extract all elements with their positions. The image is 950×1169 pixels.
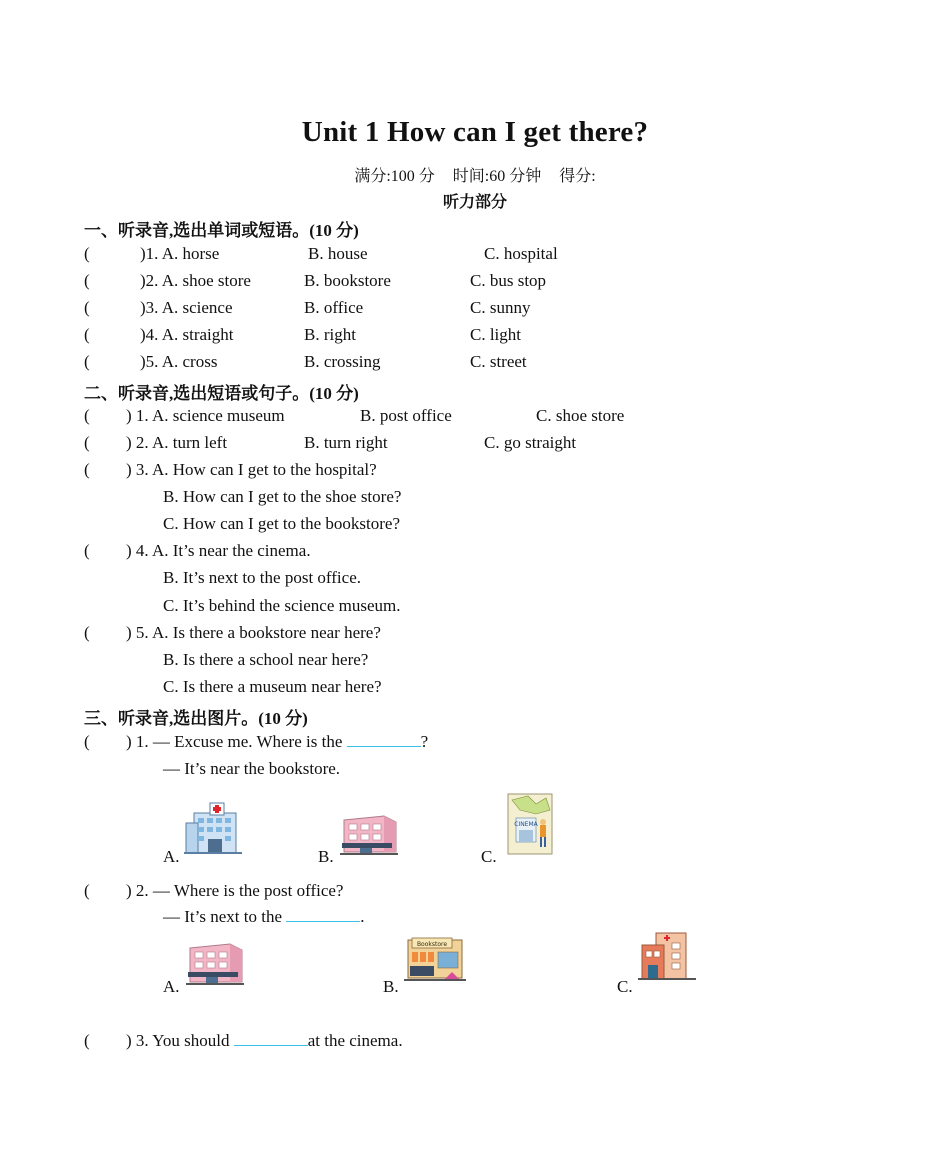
s1-q5-c: C. street — [470, 352, 527, 371]
s3-q2-line1: ) 2. — Where is the post office? — [126, 881, 344, 900]
full-score: 满分:100 分 — [354, 168, 435, 185]
section2-heading: 二、听录音,选出短语或句子。(10 分) — [84, 384, 359, 403]
s3-q1-line1 — [126, 732, 428, 752]
s1-q5-a: )5. A. cross — [140, 352, 218, 371]
s2-q2-b: B. turn right — [304, 433, 388, 452]
part-heading: 听力部分 — [442, 194, 507, 211]
s1-q4-c: C. light — [470, 325, 522, 344]
section3-heading: 三、听录音,选出图片。(10 分) — [84, 709, 308, 728]
s3-q2-line2 — [163, 907, 364, 927]
cinema-sign-text: CINEMA — [514, 821, 538, 828]
s2-q1-c: C. shoe store — [536, 406, 625, 425]
s1-q4-b: B. right — [304, 325, 356, 344]
s2-q5-a: ) 5. A. Is there a bookstore near here? — [126, 623, 381, 642]
s1-q4-a: )4. A. straight — [140, 325, 234, 344]
hospital-picture[interactable] — [184, 801, 242, 859]
s3-q3-paren: ( — [84, 1031, 90, 1050]
s2-q4-a: ) 4. A. It’s near the cinema. — [126, 541, 311, 560]
s1-q1-c: C. hospital — [484, 244, 558, 263]
s3-q3-line — [126, 1031, 403, 1051]
cinema-picture[interactable] — [506, 790, 554, 856]
s2-q3-c: C. How can I get to the bookstore? — [163, 514, 400, 533]
s3-q2-paren: ( — [84, 881, 90, 900]
hospital-building-picture[interactable] — [638, 929, 696, 985]
s1-q1-a: )1. A. horse — [140, 244, 220, 263]
s3-q2-opt-a-label: A. — [163, 977, 180, 996]
s3-q1-opt-c-label: C. — [481, 847, 497, 866]
s1-q2-c: C. bus stop — [470, 271, 547, 290]
s1-q2-b: B. bookstore — [304, 271, 391, 290]
s2-q5-c: C. Is there a museum near here? — [163, 677, 382, 696]
s3-q2-opt-c-label: C. — [617, 977, 633, 996]
s1-q5-paren: ( — [84, 352, 90, 371]
s2-q1-a: ) 1. A. science museum — [126, 406, 285, 425]
exam-meta — [0, 163, 950, 186]
s1-q2-paren: ( — [84, 271, 90, 290]
bookstore-picture[interactable] — [404, 934, 466, 986]
s2-q4-c: C. It’s behind the science museum. — [163, 596, 401, 615]
pink-building-picture[interactable] — [340, 812, 400, 860]
s2-q3-a: ) 3. A. How can I get to the hospital? — [126, 460, 377, 479]
page-title: Unit 1 How can I get there? — [301, 116, 649, 148]
s3-q3-end: at the cinema. — [307, 1031, 403, 1050]
section1-heading: 一、听录音,选出单词或短语。(10 分) — [84, 221, 359, 240]
s2-q5-paren: ( — [84, 623, 90, 642]
s3-q3-text: ) 3. You should — [126, 1031, 234, 1050]
s3-q2-line2-text: — It’s next to the — [163, 907, 287, 926]
s1-q5-b: B. crossing — [304, 352, 381, 371]
score-label: 得分: — [559, 168, 596, 185]
s2-q2-a: ) 2. A. turn left — [126, 433, 228, 452]
s1-q3-b: B. office — [304, 298, 364, 317]
s1-q1-b: B. house — [308, 244, 368, 263]
time-limit: 时间:60 分钟 — [452, 168, 542, 185]
answer-blank[interactable] — [234, 1031, 308, 1046]
s3-q2-line2-end: . — [360, 907, 365, 926]
s3-q1-paren: ( — [84, 732, 90, 751]
s2-q4-b: B. It’s next to the post office. — [163, 568, 361, 587]
s2-q4-paren: ( — [84, 541, 90, 560]
s3-q2-opt-b-label: B. — [383, 977, 399, 996]
answer-blank[interactable] — [286, 907, 360, 922]
s3-q1-line2: — It’s near the bookstore. — [163, 759, 341, 778]
s3-q1-line1-text: ) 1. — Excuse me. Where is the — [126, 732, 347, 751]
s2-q1-paren: ( — [84, 406, 90, 425]
s3-q1-opt-a-label: A. — [163, 847, 180, 866]
s3-q1-opt-b-label: B. — [318, 847, 334, 866]
pink-building-picture[interactable] — [186, 940, 246, 990]
s1-q2-a: )2. A. shoe store — [140, 271, 251, 290]
answer-blank[interactable] — [347, 732, 421, 747]
s1-q3-paren: ( — [84, 298, 90, 317]
s1-q3-a: )3. A. science — [140, 298, 233, 317]
s3-q1-line1-end: ? — [420, 732, 429, 751]
s2-q5-b: B. Is there a school near here? — [163, 650, 369, 669]
bookstore-sign-text: Bookstore — [416, 941, 448, 948]
s2-q3-paren: ( — [84, 460, 90, 479]
s1-q4-paren: ( — [84, 325, 90, 344]
s2-q2-c: C. go straight — [484, 433, 577, 452]
s2-q1-b: B. post office — [360, 406, 452, 425]
s2-q2-paren: ( — [84, 433, 90, 452]
s1-q1-paren: ( — [84, 244, 90, 263]
s2-q3-b: B. How can I get to the shoe store? — [163, 487, 402, 506]
s1-q3-c: C. sunny — [470, 298, 531, 317]
